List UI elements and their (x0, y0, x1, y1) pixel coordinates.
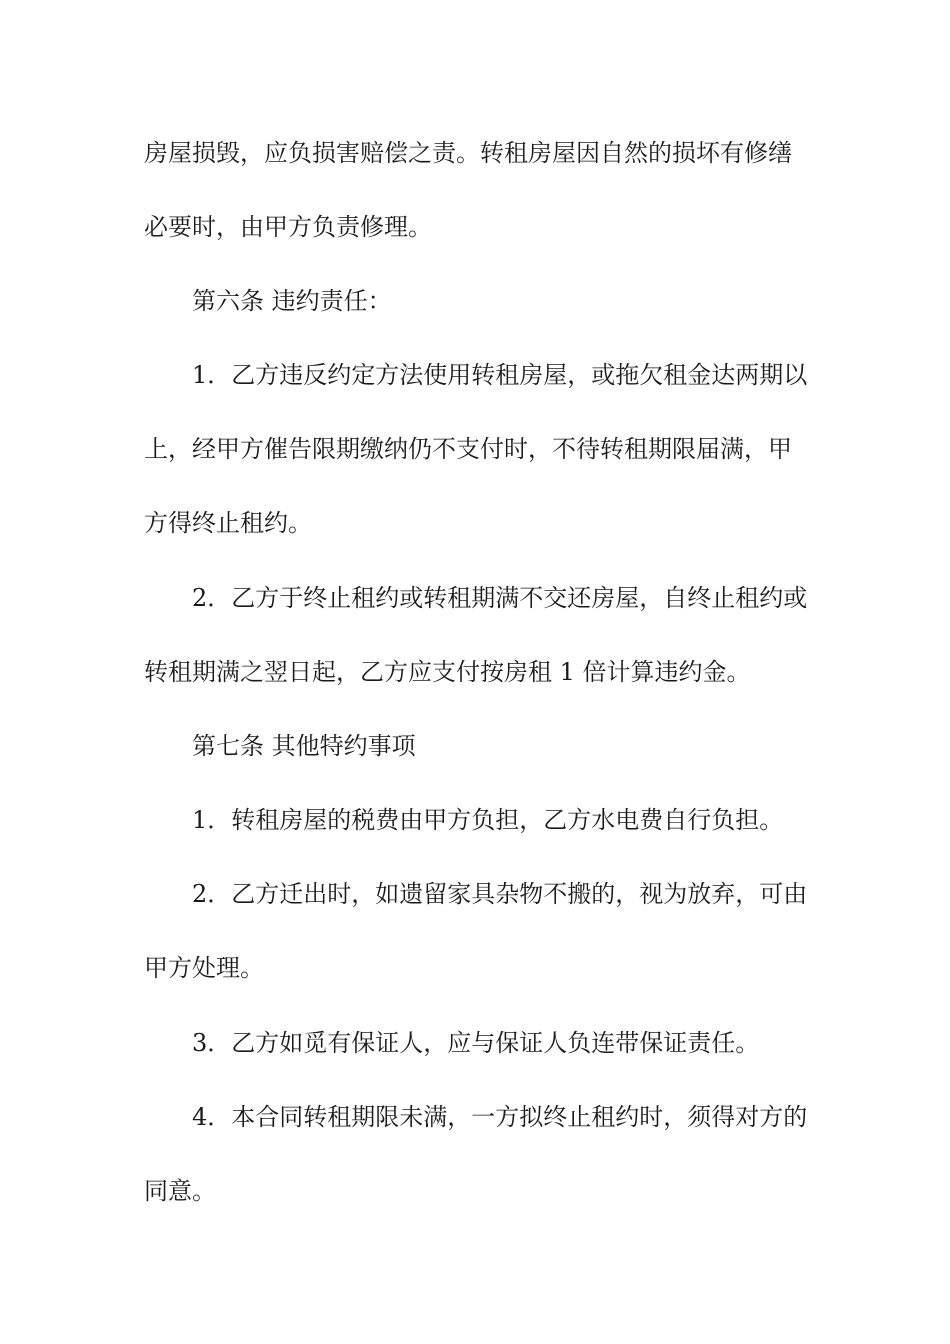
paragraph-line: 1．转租房屋的税费由甲方负担，乙方水电费自行负担。 (192, 806, 784, 834)
paragraph-line: 2．乙方于终止租约或转租期满不交还房屋，自终止租约或 (192, 584, 808, 612)
paragraph-line: 4．本合同转租期限未满，一方拟终止租约时，须得对方的 (192, 1103, 808, 1131)
paragraph-line: 转租期满之翌日起，乙方应支付按房租 1 倍计算违约金。 (144, 658, 751, 686)
paragraph-line: 甲方处理。 (144, 954, 264, 982)
paragraph-line: 1．乙方违反约定方法使用转租房屋，或拖欠租金达两期以 (192, 361, 808, 389)
article-heading: 第七条 其他特约事项 (192, 732, 416, 760)
paragraph-line: 同意。 (144, 1177, 216, 1205)
paragraph-line: 2．乙方迁出时，如遗留家具杂物不搬的，视为放弃，可由 (192, 880, 808, 908)
paragraph-line: 房屋损毁，应负损害赔偿之责。转租房屋因自然的损坏有修缮 (144, 139, 792, 167)
article-heading: 第六条 违约责任： (192, 287, 392, 315)
paragraph-line: 上，经甲方催告限期缴纳仍不支付时，不待转租期限届满，甲 (144, 435, 792, 463)
paragraph-line: 必要时，由甲方负责修理。 (144, 213, 432, 241)
paragraph-line: 3．乙方如觅有保证人，应与保证人负连带保证责任。 (192, 1029, 760, 1057)
paragraph-line: 方得终止租约。 (144, 509, 312, 537)
